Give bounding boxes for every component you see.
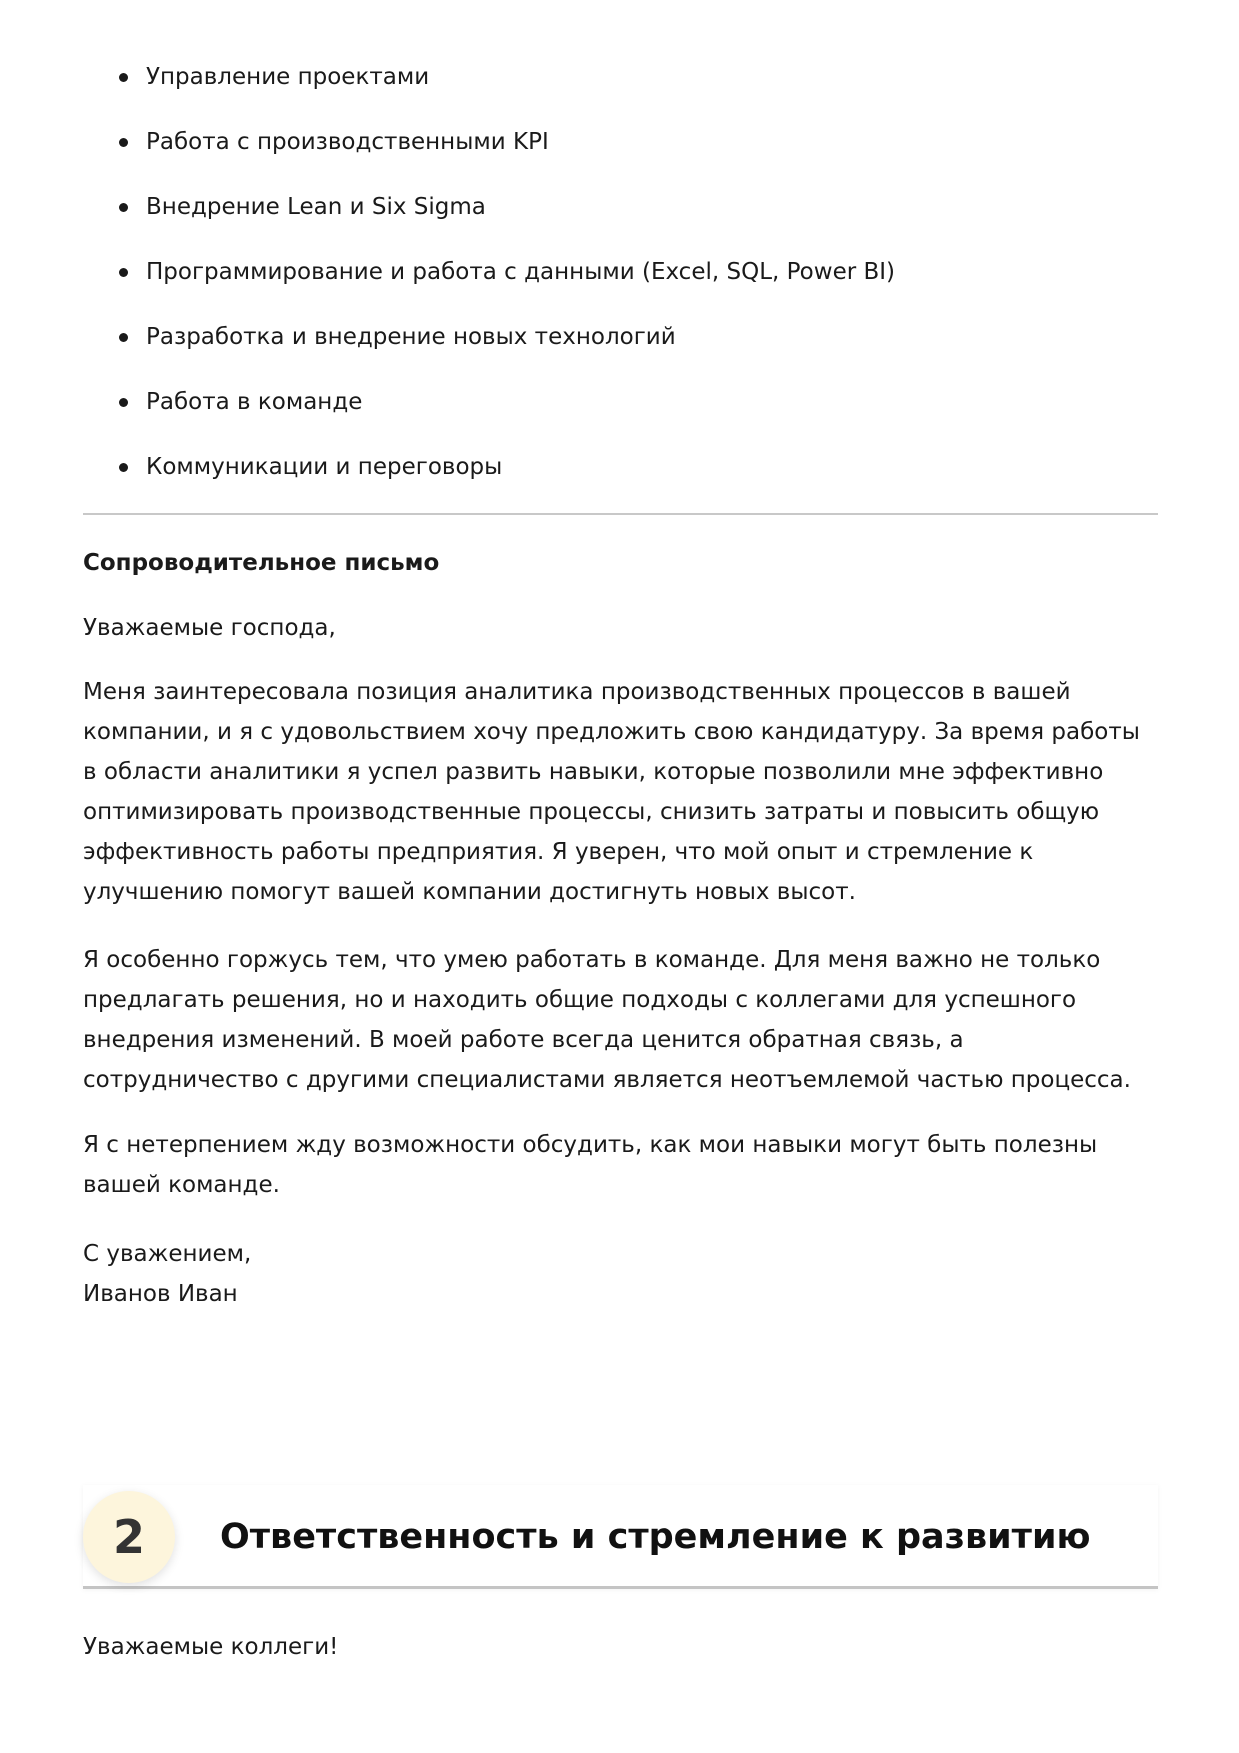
bullet-icon [119, 463, 128, 472]
bullet-icon [119, 268, 128, 277]
signature-name: Иванов Иван [83, 1281, 238, 1307]
list-item-text: Управление проектами [146, 64, 430, 90]
cover-letter-title: Сопроводительное письмо [83, 550, 440, 576]
list-item-text: Работа с производственными KPI [146, 129, 549, 155]
list-item [83, 452, 1158, 517]
list-item-text: Работа в команде [146, 389, 363, 415]
list-item [83, 62, 1158, 127]
bullet-icon [119, 203, 128, 212]
bullet-icon [119, 333, 128, 342]
cover-letter-paragraph: Меня заинтересовала позиция аналитика производственных процессов в вашей компании, и я с удовольствием хочу предложить свою кандидатуру. За время работы в области аналитики я успел развить навыки, которые позволили мне эффективно оптимизировать производственные процессы, снизить затраты и повысить общую эффективность работы предприятия. Я уверен, что мой опыт и стремление к улучшению помогут вашей компании достигнуть новых высот. [83, 679, 1140, 905]
bullet-icon [119, 73, 128, 82]
cover-letter-paragraph: Я с нетерпением жду возможности обсудить, как мои навыки могут быть полезны вашей команде. [83, 1132, 1098, 1198]
list-item [83, 387, 1158, 452]
section-title: Ответственность и стремление к развитию [220, 1517, 1091, 1557]
list-item [83, 127, 1158, 192]
list-item-text: Коммуникации и переговоры [146, 454, 503, 480]
skills-list [83, 62, 1158, 517]
list-item [83, 322, 1158, 387]
section-header [83, 1485, 1158, 1589]
bullet-icon [119, 138, 128, 147]
cover-letter-paragraph: Я особенно горжусь тем, что умею работать в команде. Для меня важно не только предлагать решения, но и находить общие подходы с коллегами для успешного внедрения изменений. В моей работе всегда ценится обратная связь, а сотрудничество с другими специалистами является неотъемлемой частью процесса. [83, 947, 1131, 1093]
list-item-text: Программирование и работа с данными (Excel, SQL, Power BI) [146, 259, 896, 285]
cover-letter-closing [83, 1228, 251, 1320]
cover-letter-greeting: Уважаемые господа, [83, 615, 336, 641]
list-item [83, 192, 1158, 257]
closing-phrase: С уважением, [83, 1241, 252, 1267]
section-greeting: Уважаемые коллеги! [83, 1634, 339, 1660]
section-divider [83, 513, 1158, 515]
list-item [83, 257, 1158, 322]
list-item-text: Внедрение Lean и Six Sigma [146, 194, 486, 220]
section-number-badge: 2 [83, 1491, 175, 1583]
bullet-icon [119, 398, 128, 407]
list-item-text: Разработка и внедрение новых технологий [146, 324, 676, 350]
